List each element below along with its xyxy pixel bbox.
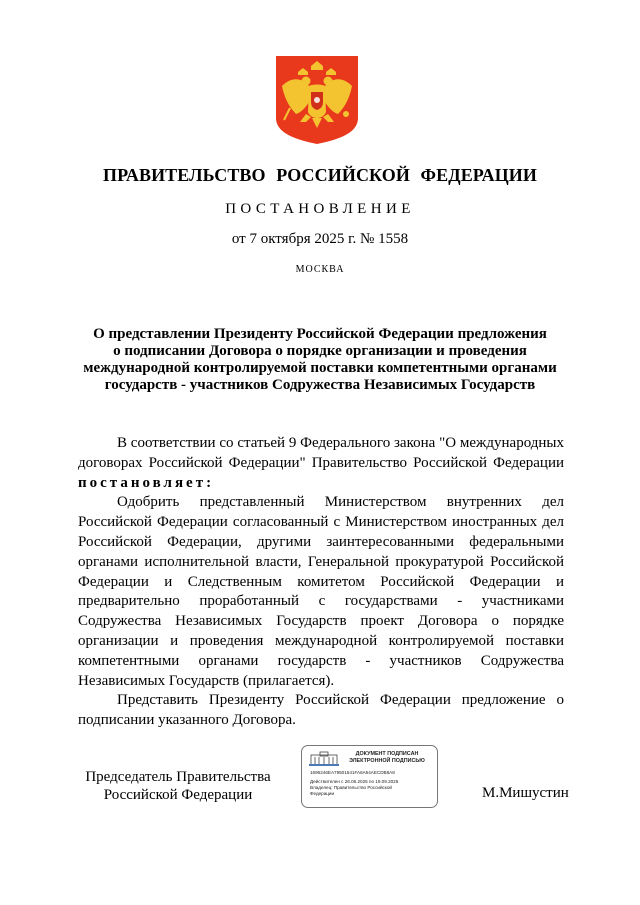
stamp-title-line: ЭЛЕКТРОННОЙ ПОДПИСЬЮ	[349, 758, 425, 764]
signatory-name: М.Мишустин	[482, 785, 569, 801]
stamp-owner: Владелец: Правительство Российской	[310, 785, 392, 790]
stamp-title	[342, 751, 432, 765]
state-emblem-icon	[276, 56, 358, 144]
electronic-signature-stamp	[301, 745, 438, 808]
document-body	[78, 434, 564, 731]
stamp-validity: Действителен с 26.06.2025 по 19.09.2026	[310, 779, 399, 784]
subject-line: государств - участников Содружества Независимых Государств	[104, 377, 536, 393]
subject-line: О представлении Президенту Российской Федерации предложения	[93, 326, 547, 342]
stamp-title-line: ДОКУМЕНТ ПОДПИСАН	[355, 751, 419, 757]
subject-line: о подписании Договора о порядке организации и проведения	[113, 343, 527, 359]
body-paragraph: Представить Президенту Российской Федерации предложение о подписании указанного Договора.	[78, 692, 564, 729]
position-line: Российской Федерации	[103, 787, 253, 803]
decision-word: постановляет:	[78, 474, 215, 491]
position-line: Председатель Правительства	[85, 769, 271, 785]
body-paragraph: Одобрить представленный Министерством внутренних дел Российской Федерации согласованный с Министерством иностранных дел Российской Федерации, другими заинтересованными федеральными органами исполнительной власти, Генеральной прокуратурой Российской Федерации и Следственным комитетом Российской Федерации и предварительно проработанный с государствами - участниками Содружества Независимых Государств проект Договора о порядке организации и проведения международной контролируемой поставки компетентными органами государств - участников Содружества Независимых Государств (прилагается).	[78, 494, 564, 689]
preamble-text: В соответствии со статьей 9 Федерального закона "О международных договорах Российской Федерации" Правительство Российской Федерации	[78, 435, 564, 471]
signatory-position	[78, 768, 278, 804]
government-building-icon	[309, 751, 339, 766]
stamp-certificate: 1696246EA7950154​1FA6A54AECDB8A8	[310, 770, 395, 775]
stamp-owner: Федерации	[310, 791, 335, 796]
document-date-number: от 7 октября 2025 г. № 1558	[231, 231, 409, 247]
document-type: ПОСТАНОВЛЕНИЕ	[225, 201, 415, 217]
subject-line: международной контролируемой поставки компетентными органами	[83, 360, 557, 376]
document-city: МОСКВА	[295, 264, 345, 275]
body-paragraph	[78, 434, 564, 493]
document-subject	[72, 326, 568, 394]
government-title: ПРАВИТЕЛЬСТВО РОССИЙСКОЙ ФЕДЕРАЦИИ	[102, 165, 537, 185]
